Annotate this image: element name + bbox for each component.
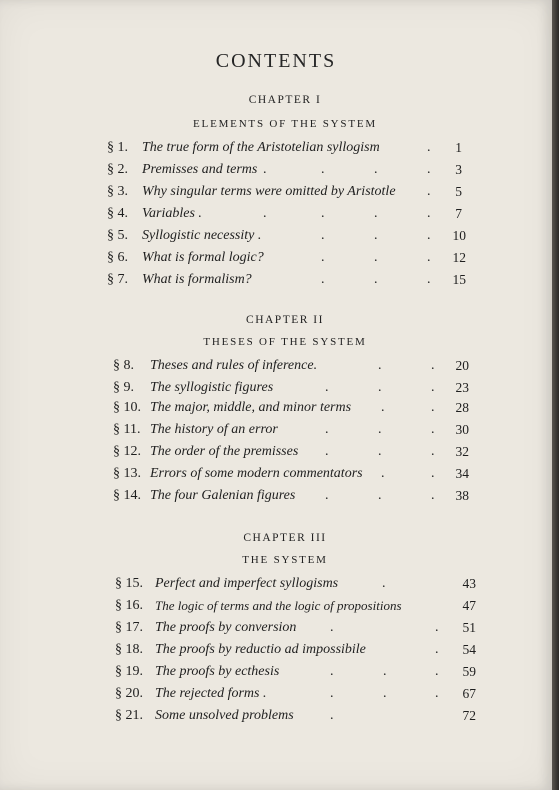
entry-title: The four Galenian figures bbox=[150, 488, 296, 503]
toc-entry: § 9. The syllogistic figures . . . 23 bbox=[113, 380, 469, 395]
section-number: § 6. bbox=[107, 250, 128, 265]
chapter-1-label: CHAPTER I bbox=[248, 94, 322, 106]
section-number: § 13. bbox=[113, 466, 141, 481]
page-number: 23 bbox=[455, 380, 469, 395]
entry-title: The true form of the Aristotelian syllogism bbox=[142, 140, 380, 155]
toc-entry: § 1. The true form of the Aristotelian syllogism . 1 bbox=[107, 140, 462, 155]
chapter-1-name: ELEMENTS OF THE SYSTEM bbox=[193, 118, 377, 130]
page-number: 51 bbox=[462, 620, 476, 635]
entry-title: Syllogistic necessity . bbox=[142, 228, 262, 243]
entry-title: The major, middle, and minor terms bbox=[150, 400, 352, 415]
entry-title: Perfect and imperfect syllogisms bbox=[155, 576, 339, 591]
section-number: § 1. bbox=[107, 140, 128, 155]
entry-title: The history of an error bbox=[150, 422, 278, 437]
chapter-3-name: THE SYSTEM bbox=[242, 554, 328, 566]
page-number: 43 bbox=[462, 576, 476, 591]
page-number: 3 bbox=[455, 162, 462, 177]
toc-entry: § 20. The rejected forms . . . . 67 bbox=[115, 686, 476, 701]
page-number: 7 bbox=[455, 206, 462, 221]
section-number: § 19. bbox=[115, 664, 143, 679]
toc-entry: § 7. What is formalism? . . . 15 bbox=[107, 272, 466, 287]
toc-entry: § 6. What is formal logic? . . . 12 bbox=[107, 250, 466, 265]
page-number: 1 bbox=[455, 140, 462, 155]
toc-entry: § 17. The proofs by conversion . . 51 bbox=[115, 620, 476, 635]
entry-title: What is formalism? bbox=[142, 272, 252, 287]
page-number: 20 bbox=[455, 358, 469, 373]
toc-entry: § 18. The proofs by reductio ad impossibile . 54 bbox=[115, 642, 476, 657]
entry-title: Why singular terms were omitted by Aristotle bbox=[142, 184, 396, 199]
entry-title: The logic of terms and the logic of propositions bbox=[155, 598, 402, 613]
section-number: § 7. bbox=[107, 272, 128, 287]
entry-title: The rejected forms . bbox=[155, 686, 267, 701]
chapter-2-name: THESES OF THE SYSTEM bbox=[203, 336, 367, 348]
page-number: 72 bbox=[462, 708, 476, 723]
section-number: § 16. bbox=[115, 598, 143, 613]
chapter-2-label: CHAPTER II bbox=[246, 314, 324, 326]
section-number: § 15. bbox=[115, 576, 143, 591]
toc-entry: § 2. Premisses and terms . . . . 3 bbox=[107, 162, 462, 177]
entry-title: Theses and rules of inference. bbox=[150, 358, 318, 373]
toc-entry: § 13. Errors of some modern commentators . . 34 bbox=[113, 466, 469, 481]
toc-entry: § 21. Some unsolved problems . 72 bbox=[115, 708, 476, 723]
entry-title: The syllogistic figures bbox=[150, 380, 274, 395]
entry-title: What is formal logic? bbox=[142, 250, 264, 265]
toc-entry: § 10. The major, middle, and minor terms . . 28 bbox=[113, 400, 469, 415]
section-number: § 4. bbox=[107, 206, 128, 221]
book-spine-edge bbox=[552, 0, 559, 790]
page-title: CONTENTS bbox=[215, 50, 337, 72]
entry-title: Errors of some modern commentators bbox=[150, 466, 363, 481]
toc-entry: § 15. Perfect and imperfect syllogisms . 43 bbox=[115, 576, 476, 591]
section-number: § 10. bbox=[113, 400, 141, 415]
section-number: § 8. bbox=[113, 358, 134, 373]
entry-title: The proofs by ecthesis bbox=[155, 664, 280, 679]
section-number: § 20. bbox=[115, 686, 143, 701]
page-number: 32 bbox=[455, 444, 469, 459]
section-number: § 3. bbox=[107, 184, 128, 199]
page-number: 15 bbox=[452, 272, 466, 287]
page-number: 10 bbox=[452, 228, 466, 243]
page-number: 54 bbox=[462, 642, 476, 657]
toc-entry: § 5. Syllogistic necessity . . . . 10 bbox=[107, 228, 466, 243]
section-number: § 14. bbox=[113, 488, 141, 503]
entry-title: The order of the premisses bbox=[150, 444, 299, 459]
page-number: 38 bbox=[455, 488, 469, 503]
toc-entry: § 8. Theses and rules of inference. . . 20 bbox=[113, 358, 469, 373]
page-number: 28 bbox=[455, 400, 469, 415]
section-number: § 17. bbox=[115, 620, 143, 635]
entry-title: The proofs by conversion bbox=[155, 620, 297, 635]
toc-entry: § 12. The order of the premisses . . . 32 bbox=[113, 444, 469, 459]
entry-title: Some unsolved problems bbox=[155, 708, 294, 723]
page-number: 47 bbox=[462, 598, 476, 613]
section-number: § 2. bbox=[107, 162, 128, 177]
page-number: 30 bbox=[455, 422, 469, 437]
entry-title: Premisses and terms bbox=[142, 162, 258, 177]
toc-entry bbox=[115, 598, 480, 618]
section-number: § 21. bbox=[115, 708, 143, 723]
toc-entry: § 14. The four Galenian figures . . . 38 bbox=[113, 488, 469, 503]
chapter-3-label: CHAPTER III bbox=[243, 532, 327, 544]
page-number: 34 bbox=[455, 466, 469, 481]
toc-entry: § 3. Why singular terms were omitted by Aristotle . 5 bbox=[107, 184, 462, 199]
entry-title: The proofs by reductio ad impossibile bbox=[155, 642, 366, 657]
section-number: § 5. bbox=[107, 228, 128, 243]
page-number: 12 bbox=[452, 250, 466, 265]
section-number: § 9. bbox=[113, 380, 134, 395]
section-number: § 18. bbox=[115, 642, 143, 657]
toc-entry: § 4. Variables . . . . . 7 bbox=[107, 206, 462, 221]
toc-entry: § 19. The proofs by ecthesis . . . 59 bbox=[115, 664, 476, 679]
page-number: 5 bbox=[455, 184, 462, 199]
section-number: § 12. bbox=[113, 444, 141, 459]
entry-title: Variables . bbox=[142, 206, 202, 221]
page-number: 59 bbox=[462, 664, 476, 679]
page-number: 67 bbox=[462, 686, 476, 701]
section-number: § 11. bbox=[113, 422, 141, 437]
toc-entry: § 11. The history of an error . . . 30 bbox=[113, 422, 469, 437]
